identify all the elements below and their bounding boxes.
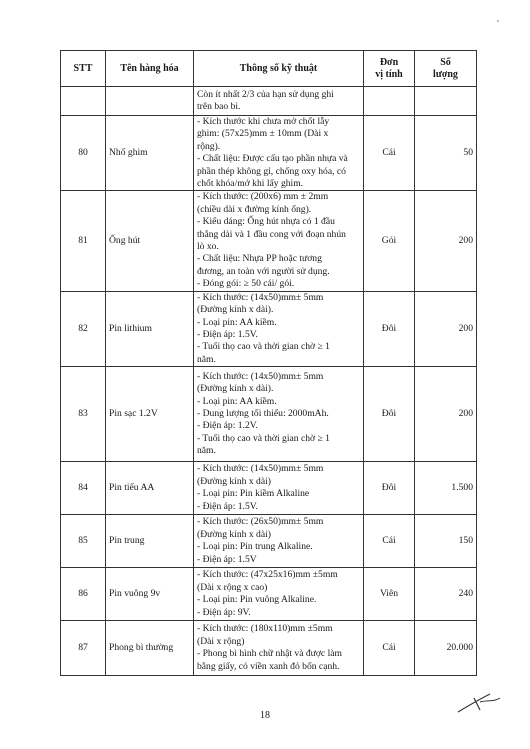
spec-line: - Loại pin: Pin vuông Alkaline. [197,594,317,606]
spec-line: (Đường kính x dài) [197,528,271,540]
spec-line: - Loại pin: AA kiềm. [197,316,277,328]
table-row [61,568,477,621]
spec-line: - Kích thước: (14x50)mm± 5mm [197,291,324,303]
cell-qty: 1.500 [415,462,477,515]
spec-line: - Kích thước: (14x50)mm± 5mm [197,463,324,475]
cell-stt: 80 [61,116,106,191]
header-name: Tên hàng hóa [106,51,194,87]
spec-line: - Kích thước: (26x50)mm± 5mm [197,516,324,528]
cell-spec [194,116,364,191]
spec-line: - Điện áp: 1.5V. [197,328,258,340]
cell-spec [194,462,364,515]
cell-unit: Gói [364,191,415,291]
table-row [61,191,477,291]
cell-spec [194,191,364,291]
cell-unit: Viên [364,568,415,621]
spec-line: (chiều dài x đường kính ống). [197,203,312,215]
cell-qty: 200 [415,191,477,291]
cell-stt: 87 [61,621,106,676]
cell-qty: 50 [415,116,477,191]
cell-unit: Đôi [364,291,415,366]
cell-unit: Cái [364,515,415,568]
cell-unit: Đôi [364,462,415,515]
cell-spec [194,291,364,366]
cell-unit: Cái [364,621,415,676]
spec-line: trên bao bì. [197,101,241,112]
spec-line: đương, an toàn với người sử dụng. [197,265,330,277]
spec-line: - Kích thước: (47x25x16)mm ±5mm [197,569,338,581]
spec-line: (Dài x rộng x cao) [197,581,268,593]
scan-speck [497,20,499,22]
cell-stt: 85 [61,515,106,568]
spec-line: rộng). [197,140,221,152]
spec-line: chốt khóa/mở khi lấy ghim. [197,178,304,190]
cell-spec [194,568,364,621]
spec-line: - Điện áp: 9V. [197,606,251,618]
cell-qty: 240 [415,568,477,621]
table-row [61,367,477,462]
cell-qty: 150 [415,515,477,568]
cell-unit [364,87,415,116]
table-row [61,515,477,568]
cell-stt: 84 [61,462,106,515]
spec-line: - Điện áp: 1.2V. [197,420,258,432]
spec-line: thẳng dài và 1 đầu cong với đoạn nhún [197,228,346,240]
header-unit [364,51,415,87]
spec-line: - Chất liệu: Được cấu tạo phần nhựa và [197,153,348,165]
spec-line: năm. [197,445,216,457]
spec-line: - Chất liệu: Nhựa PP hoặc tương [197,253,322,265]
spec-line: Còn ít nhất 2/3 của hạn sử dụng ghi [197,88,334,100]
cell-stt: 83 [61,367,106,462]
header-stt: STT [61,51,106,87]
cell-name: Pin tiểu AA [106,462,194,515]
cell-name: Pin trung [106,515,194,568]
table-row [61,462,477,515]
spec-line: - Đóng gói: ≥ 50 cái/ gói. [197,278,295,290]
spec-line: - Kiểu dáng: Ống hút nhựa có 1 đầu [197,216,335,228]
cell-name: Pin lithium [106,291,194,366]
header-qty [415,51,477,87]
spec-line: - Kích thước: (180x110)mm ±5mm [197,623,333,635]
spec-line: - Tuổi thọ cao và thời gian chờ ≥ 1 [197,341,330,353]
cell-qty: 200 [415,291,477,366]
cell-name: Phong bì thường [106,621,194,676]
header-row [61,51,477,87]
spec-line: - Điện áp: 1.5V [197,553,257,565]
spec-line: (Đường kính x dài). [197,304,274,316]
table-row [61,621,477,676]
cell-name: Nhổ ghim [106,116,194,191]
cell-name: Pin vuông 9v [106,568,194,621]
initial-mark [450,690,510,716]
spec-line: ghim: (57x25)mm ± 10mm (Dài x [197,128,329,140]
header-unit-line1: Đơn [379,56,399,68]
header-qty-line1: Số [440,56,451,68]
table-row [61,291,477,366]
cell-stt [61,87,106,116]
specification-table [60,50,477,676]
spec-line: - Kích thước: (14x50)mm± 5mm [197,370,324,382]
cell-unit: Cái [364,116,415,191]
spec-line: - Kích thước khi chưa mở chốt lẫy [197,116,330,127]
cell-name: Ống hút [106,191,194,291]
spec-line: (Đường kính x dài). [197,383,274,395]
cell-qty: 20.000 [415,621,477,676]
spec-line: năm. [197,353,216,365]
spec-line: - Loại pin: Pin trung Alkaline. [197,541,313,553]
header-unit-line2: vị tính [375,68,403,80]
spec-line: phần thép không gỉ, chống oxy hóa, có [197,165,346,177]
cell-unit: Đôi [364,367,415,462]
spec-line: - Tuổi thọ cao và thời gian chờ ≥ 1 [197,432,330,444]
spec-line: - Phong bì hình chữ nhật và được làm [197,648,342,660]
table-row [61,116,477,191]
cell-name: Pin sạc 1.2V [106,367,194,462]
spec-line: bằng giấy, có viền xanh đỏ bốn cạnh. [197,660,340,672]
continuation-row [61,87,477,116]
cell-name [106,87,194,116]
spec-line: (Đường kính x dài) [197,475,271,487]
cell-stt: 82 [61,291,106,366]
cell-spec [194,515,364,568]
header-spec: Thông số kỹ thuật [194,51,364,87]
spec-line: - Kích thước: (200x6) mm ± 2mm [197,191,329,203]
cell-qty: 200 [415,367,477,462]
cell-spec [194,367,364,462]
cell-stt: 81 [61,191,106,291]
page-number: 18 [260,710,270,721]
spec-line: lò xo. [197,241,219,253]
spec-line: - Điện áp: 1.5V. [197,500,258,512]
header-qty-line2: lượng [433,68,458,80]
spec-line: - Loại pin: Pin kiềm Alkaline [197,488,310,500]
spec-line: - Dung lượng tối thiểu: 2000mAh. [197,407,329,419]
cell-stt: 86 [61,568,106,621]
cell-spec [194,621,364,676]
cell-spec [194,87,364,116]
spec-line: - Loại pin: AA kiềm. [197,395,277,407]
cell-qty [415,87,477,116]
spec-line: (Dài x rộng) [197,635,245,647]
